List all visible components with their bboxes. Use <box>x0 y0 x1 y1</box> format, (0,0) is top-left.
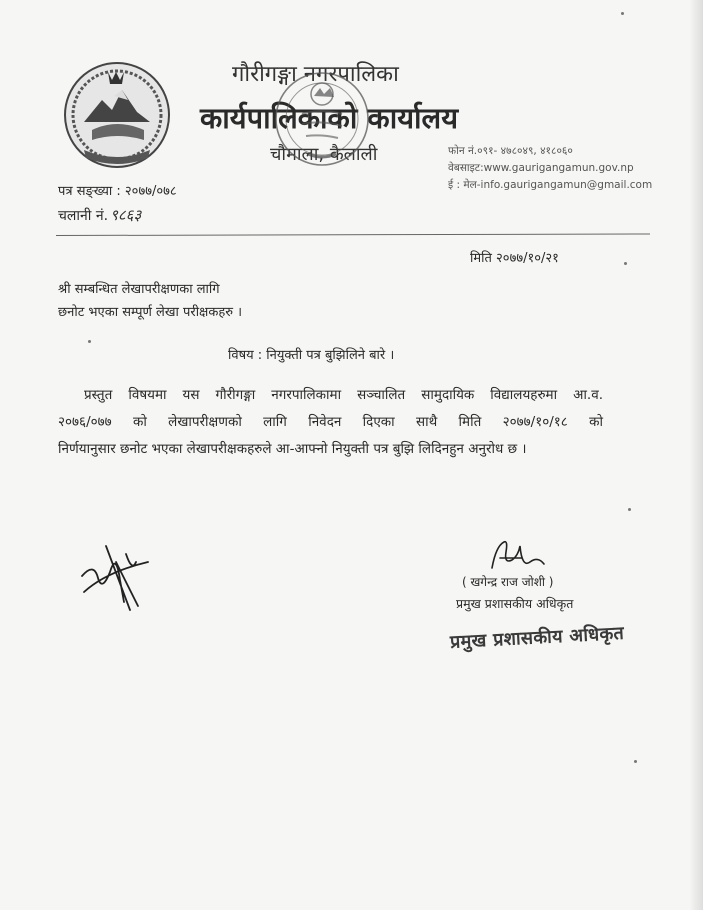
body-line: प्रस्तुत विषयमा यस गौरीगङ्गा नगरपालिकामा सञ्चालित सामुदायिक विद्यालयहरुमा आ.व. <box>84 387 603 403</box>
designation-stamp: प्रमुख प्रशासकीय अधिकृत <box>449 622 625 653</box>
letter-number: पत्र सङ्ख्या : २०७७/०७८ <box>58 184 177 199</box>
official-stamp-icon <box>272 64 372 174</box>
left-signature-icon <box>76 532 156 612</box>
subject-line: विषय : नियुक्ती पत्र बुझिलिने बारे । <box>228 348 395 363</box>
scan-speck <box>624 262 627 265</box>
page-edge-shadow <box>689 0 703 910</box>
contact-website: वेबसाइट:www.gaurigangamun.gov.np <box>448 162 634 174</box>
office-title: कार्यपालिकाको कार्यालय <box>200 101 459 135</box>
right-signature-icon <box>482 538 552 576</box>
signatory-name: ( खगेन्द्र राज जोशी ) <box>462 575 554 589</box>
header-divider <box>56 233 650 236</box>
recipient-line: श्री सम्बन्धित लेखापरीक्षणका लागि <box>58 282 220 297</box>
dispatch-value: ९८६३ <box>110 206 142 224</box>
scan-speck <box>621 12 624 15</box>
dispatch-number <box>58 205 141 225</box>
scan-speck <box>88 340 91 343</box>
body-line: निर्णयानुसार छनोट भएका लेखापरीक्षकहरुले आ-आफ्नो नियुक्ती पत्र बुझि लिदिनहुन अनुरोध छ । <box>58 441 527 457</box>
signatory-title: प्रमुख प्रशासकीय अधिकृत <box>456 596 574 611</box>
office-address: चौमाला, कैलाली <box>270 144 378 165</box>
scan-speck <box>634 760 637 763</box>
body-line: २०७६/०७७ को लेखापरीक्षणको लागि निवेदन दिएका साथै मिति २०७७/१०/१८ को <box>58 414 603 430</box>
municipality-name: गौरीगङ्गा नगरपालिका <box>232 62 399 87</box>
recipient-line: छनोट भएका सम्पूर्ण लेखा परीक्षकहरु । <box>58 305 243 320</box>
contact-phone: फोन नं.०९१- ४७८०४९, ४१८०६० <box>448 145 573 157</box>
scan-speck <box>628 508 631 511</box>
dispatch-label: चलानी नं. <box>58 208 109 224</box>
nepal-emblem-icon <box>62 60 172 170</box>
contact-email: ई : मेल-info.gaurigangamun@gmail.com <box>448 179 653 191</box>
letter-date: मिति २०७७/१०/२१ <box>470 251 559 266</box>
letter-body <box>58 382 603 463</box>
